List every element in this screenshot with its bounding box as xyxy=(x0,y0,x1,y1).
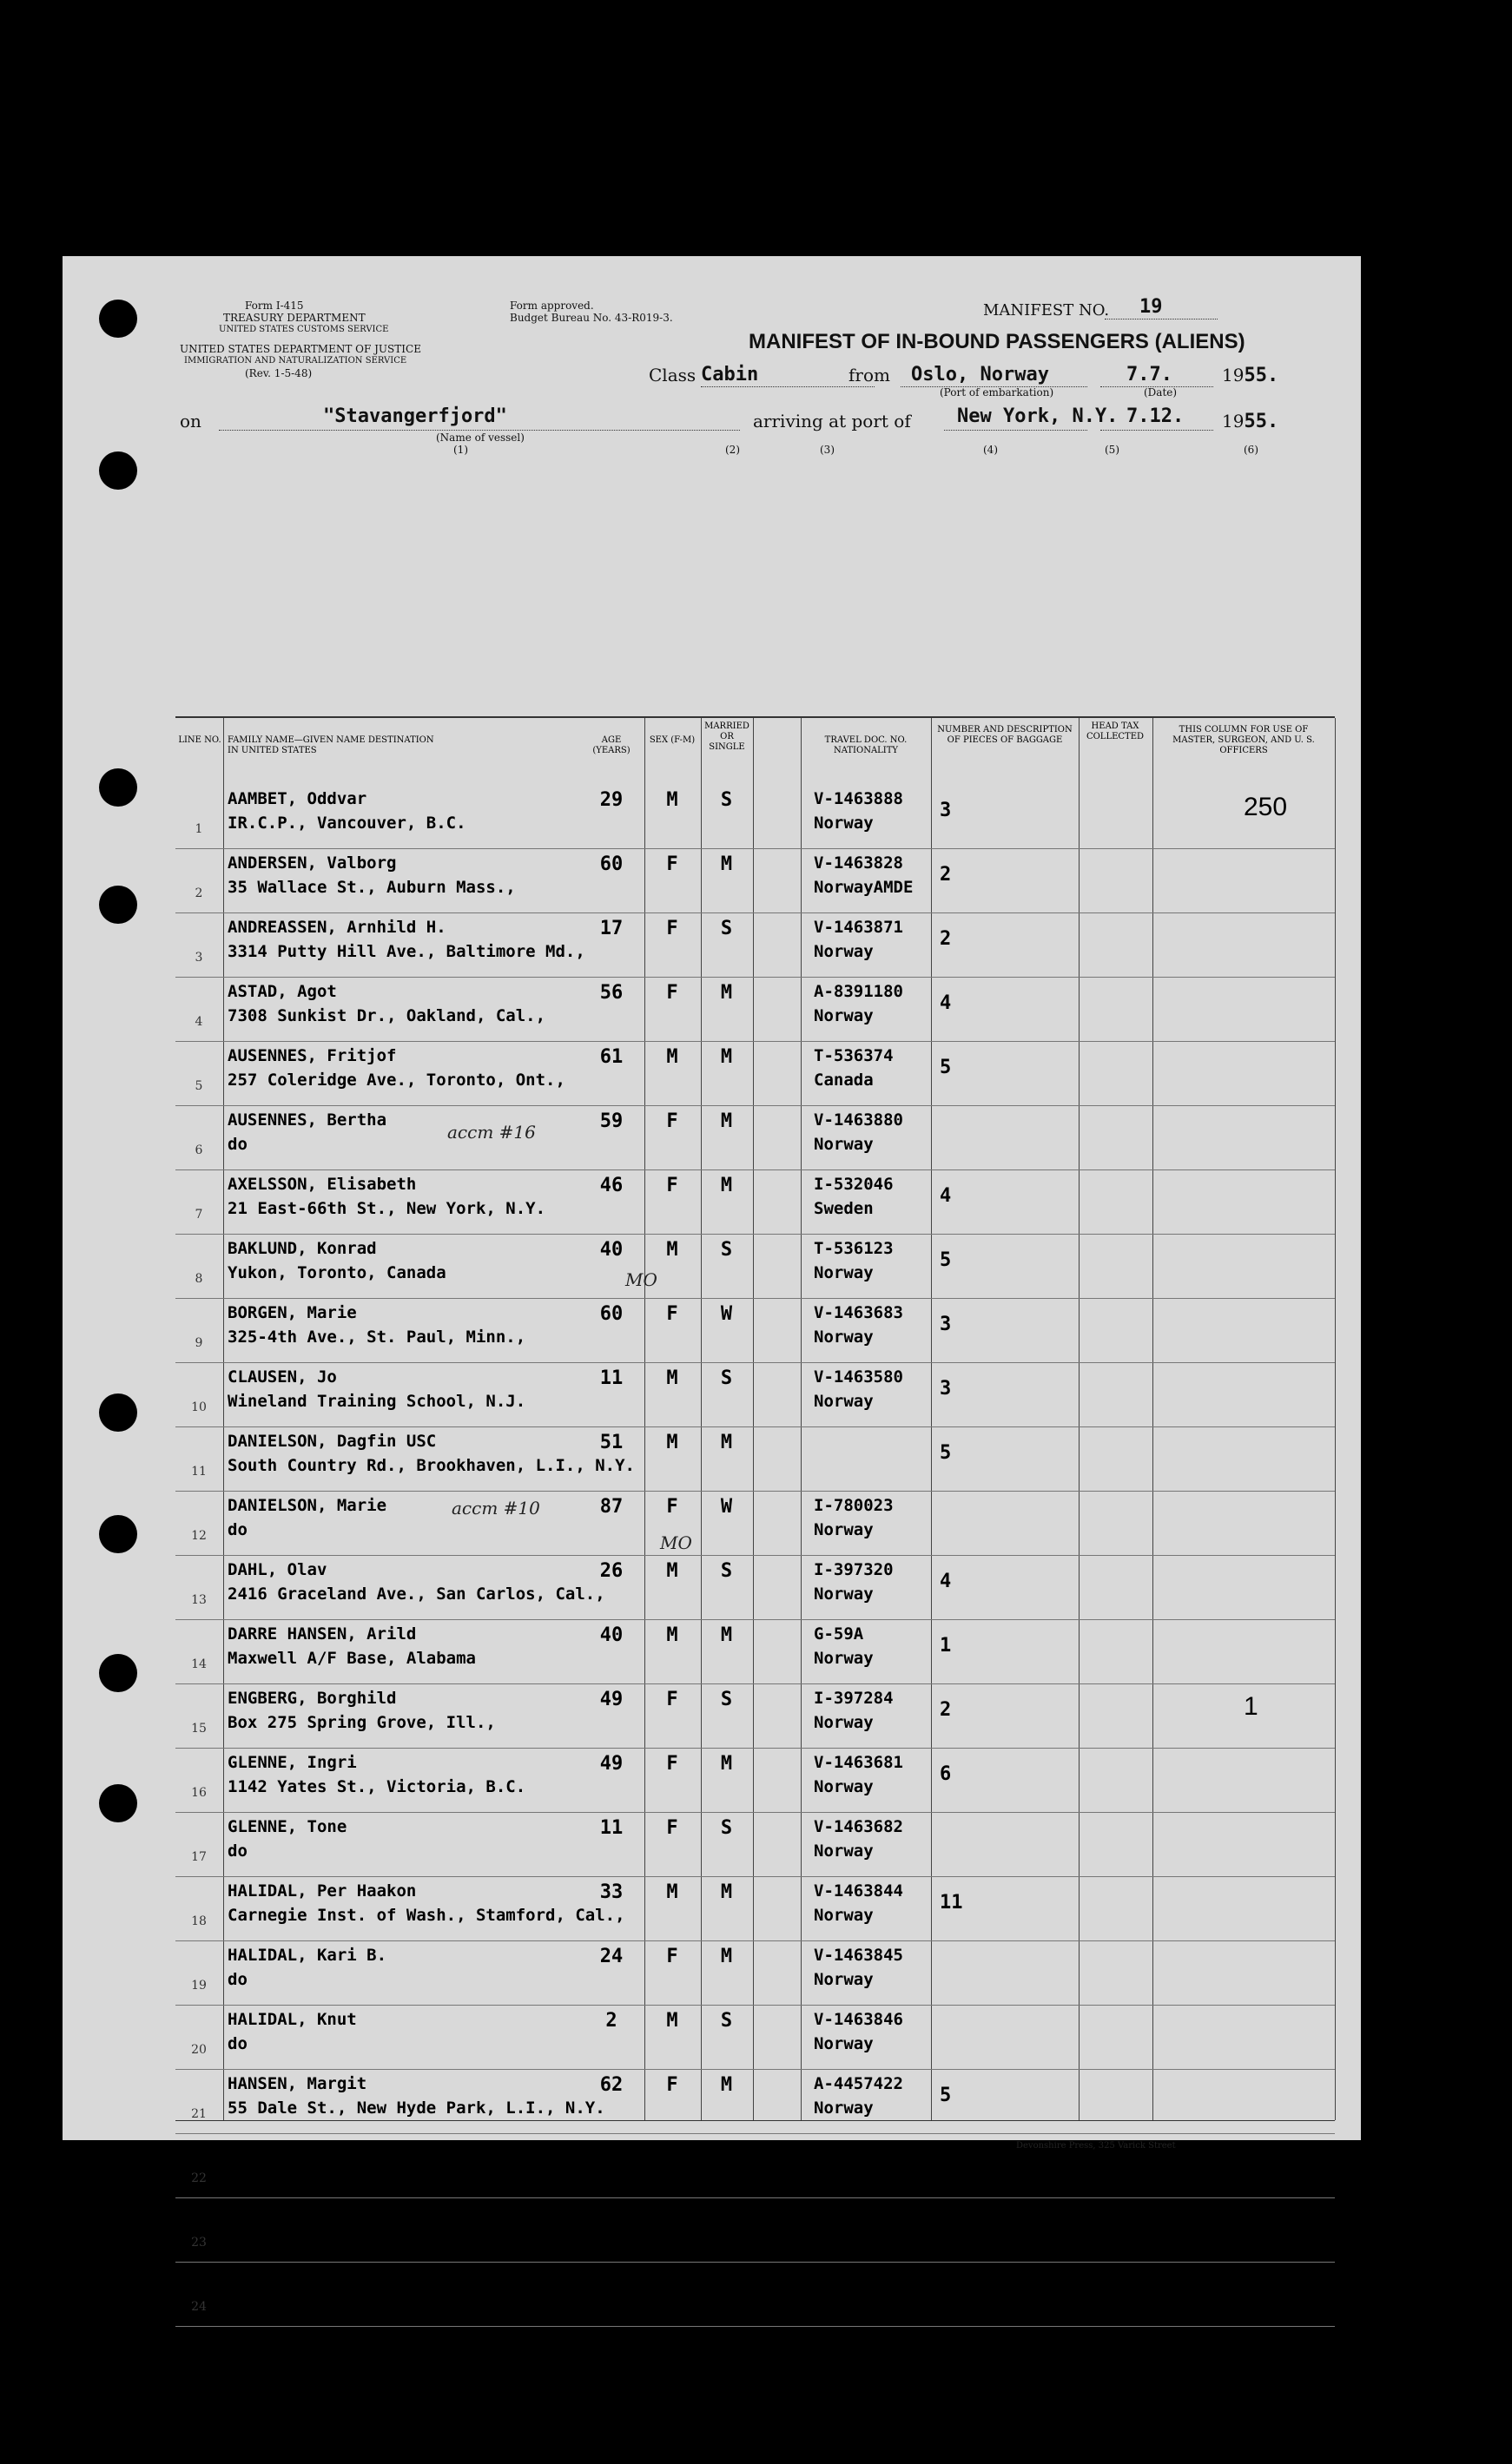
col-sex: SEX (F-M) xyxy=(649,735,696,745)
destination: 7308 Sunkist Dr., Oakland, Cal., xyxy=(228,1006,546,1025)
class-value: Cabin xyxy=(701,364,759,385)
age: 26 xyxy=(599,1560,624,1582)
nationality: Norway xyxy=(814,1777,874,1796)
baggage-count: 3 xyxy=(940,800,952,821)
passenger-name: HANSEN, Margit xyxy=(228,2074,367,2093)
marital-status: S xyxy=(720,1367,733,1389)
year-prefix: 19 xyxy=(1222,411,1245,432)
marital-status: M xyxy=(720,2138,733,2160)
age: 40 xyxy=(599,1624,624,1646)
destination: Box 275 Spring Grove, Ill., xyxy=(228,1713,496,1732)
marital-status: M xyxy=(720,1624,733,1646)
table-row xyxy=(175,1426,1335,1492)
travel-doc-number: I-780023 xyxy=(814,1496,894,1515)
form-number: Form I-415 xyxy=(245,300,304,312)
binder-hole xyxy=(99,451,137,490)
age: 49 xyxy=(599,1689,624,1710)
arriving-port: New York, N.Y. xyxy=(957,405,1119,427)
baggage-count: 2 xyxy=(940,2149,952,2171)
table-row xyxy=(175,1940,1335,2006)
line-number: 10 xyxy=(191,1400,207,1414)
age: 11 xyxy=(599,1817,624,1839)
handwritten-note: accm #16 xyxy=(447,1122,536,1143)
passenger-name: AAMBET, Oddvar xyxy=(228,789,367,808)
marital-status: M xyxy=(720,1946,733,1967)
age: 24 xyxy=(599,1946,624,1967)
travel-doc-number: V-1463845 xyxy=(814,1946,903,1965)
table-row xyxy=(175,1683,1335,1749)
travel-doc-number: T-536123 xyxy=(814,1239,894,1258)
baggage-count: 2 xyxy=(940,928,952,950)
travel-doc-number: V-1463844 xyxy=(814,1881,903,1901)
table-row xyxy=(175,1748,1335,1813)
travel-doc-number: V-1463846 xyxy=(814,2010,903,2029)
table-row xyxy=(175,2005,1335,2070)
col-name: FAMILY NAME—GIVEN NAME DESTINATION IN UNITED STATES xyxy=(228,735,434,755)
travel-doc-number: V-1463681 xyxy=(814,1753,903,1772)
binder-hole xyxy=(99,1393,137,1432)
nationality: Norway xyxy=(814,1263,874,1282)
nationality: Norway xyxy=(814,1328,874,1347)
table-row xyxy=(175,1491,1335,1556)
budget-bureau: Budget Bureau No. 43-R019-3. xyxy=(510,312,673,324)
age: 59 xyxy=(599,1110,624,1132)
col-married: MARRIED OR SINGLE xyxy=(704,721,749,752)
from-label: from xyxy=(848,365,890,385)
travel-doc-number: V-1463888 xyxy=(814,789,903,808)
date-caption: (Date) xyxy=(1144,386,1178,399)
handwritten-note: accm #10 xyxy=(452,1498,540,1519)
table-row xyxy=(175,1105,1335,1170)
passenger-name: HALIDAL, Kari B. xyxy=(228,1946,387,1965)
nationality: Canada xyxy=(814,1071,874,1090)
nationality: Norway xyxy=(814,2034,874,2053)
table-row xyxy=(175,1362,1335,1427)
table-row xyxy=(175,977,1335,1042)
nationality: Norway xyxy=(814,1392,874,1411)
marital-status: S xyxy=(720,918,733,939)
destination: do xyxy=(228,1841,248,1861)
destination: 325-4th Ave., St. Paul, Minn., xyxy=(228,1328,526,1347)
passenger-name: ASTAD, Agot xyxy=(228,982,337,1001)
baggage-count: 4 xyxy=(940,1185,952,1207)
destination: 21 East-66th St., New York, N.Y. xyxy=(228,1199,546,1218)
table-row xyxy=(175,912,1335,978)
table-row xyxy=(175,1555,1335,1620)
passenger-name: ANDERSEN, Valborg xyxy=(228,853,397,873)
marital-status: S xyxy=(720,1560,733,1582)
line-number: 7 xyxy=(195,1208,203,1222)
table-row xyxy=(175,1169,1335,1235)
sex: F xyxy=(666,1175,678,1196)
destination: South Country Rd., Brookhaven, L.I., N.Y. xyxy=(228,1456,635,1475)
passenger-name: AXELSSON, Elisabeth xyxy=(228,1175,417,1194)
form-revision: (Rev. 1-5-48) xyxy=(245,367,313,379)
nationality: Norway xyxy=(814,2098,874,2118)
passenger-name: HALIDAL, Per Haakon xyxy=(228,1881,417,1901)
nationality: NorwayAMDE xyxy=(814,878,914,897)
age: 62 xyxy=(599,2074,624,2096)
line-number: 24 xyxy=(191,2300,207,2314)
nationality: Norway xyxy=(814,1906,874,1925)
col-baggage: NUMBER AND DESCRIPTION OF PIECES OF BAGGAGE xyxy=(937,725,1073,745)
passenger-name: ANDREASSEN, Arnhild H. xyxy=(228,918,446,937)
passenger-name: DARRE HANSEN, Arild xyxy=(228,1624,417,1644)
nationality: Norway xyxy=(814,1649,874,1668)
line-number: 9 xyxy=(195,1336,203,1350)
col-head-tax: HEAD TAX COLLECTED xyxy=(1086,721,1145,741)
age: 61 xyxy=(599,1046,624,1068)
passenger-name: GLENNE, Ingri xyxy=(228,1753,357,1772)
destination: Carnegie Inst. of Wash., Stamford, Cal., xyxy=(228,1906,625,1925)
from-field xyxy=(901,364,1087,387)
sex: F xyxy=(666,918,678,939)
form-approved: Form approved. xyxy=(510,300,594,312)
nationality: Norway xyxy=(814,1584,874,1604)
line-number: 13 xyxy=(191,1593,207,1607)
col-num: (4) xyxy=(983,444,998,456)
binder-hole xyxy=(99,300,137,338)
age: 17 xyxy=(599,918,624,939)
passenger-name: BORGEN, Marie xyxy=(228,1303,357,1322)
arriving-date-field xyxy=(1100,405,1213,431)
nationality: Norway xyxy=(814,814,874,833)
nationality: Norway xyxy=(814,2163,874,2182)
col-officers: THIS COLUMN FOR USE OF MASTER, SURGEON, AND U. S. OFFICERS xyxy=(1172,725,1315,755)
destination: 257 Coleridge Ave., Toronto, Ont., xyxy=(228,1071,565,1090)
line-number: 3 xyxy=(195,951,203,965)
marital-status: M xyxy=(720,1175,733,1196)
binder-hole xyxy=(99,1654,137,1692)
line-number: 21 xyxy=(191,2107,207,2121)
age: 2 xyxy=(605,2010,617,2032)
passenger-name: HAUGE, Arne xyxy=(228,2138,337,2158)
marital-status: M xyxy=(720,982,733,1004)
manifest-title: MANIFEST OF IN-BOUND PASSENGERS (ALIENS) xyxy=(749,330,1245,353)
port-of-embarkation: Oslo, Norway xyxy=(911,364,1049,385)
year-prefix: 19 xyxy=(1222,365,1245,385)
nationality: Norway xyxy=(814,942,874,961)
sex: F xyxy=(666,1689,678,1710)
year-2: 55. xyxy=(1244,411,1279,432)
age: 60 xyxy=(599,1303,624,1325)
travel-doc-number: V-1463580 xyxy=(814,1367,903,1387)
destination: do xyxy=(228,2034,248,2053)
travel-doc-number: V-1463683 xyxy=(814,1303,903,1322)
class-label: Class xyxy=(649,365,697,385)
travel-doc-number: V-1463828 xyxy=(814,853,903,873)
travel-doc-number: I-397320 xyxy=(814,1560,894,1579)
age: 87 xyxy=(599,1496,624,1518)
line-number: 17 xyxy=(191,1850,207,1864)
baggage-count: 6 xyxy=(940,1763,952,1785)
ins-service: IMMIGRATION AND NATURALIZATION SERVICE xyxy=(184,356,407,366)
destination: 2416 Graceland Ave., San Carlos, Cal., xyxy=(228,1584,605,1604)
baggage-count: 1 xyxy=(940,1635,952,1657)
on-label: on xyxy=(180,411,201,432)
nationality: Norway xyxy=(814,1841,874,1861)
col-num: (5) xyxy=(1105,444,1119,456)
passenger-name: DANIELSON, Marie xyxy=(228,1496,387,1515)
line-number: 18 xyxy=(191,1914,207,1928)
manifest-number-field xyxy=(1105,296,1218,320)
age: 38 xyxy=(599,2138,624,2160)
age: 56 xyxy=(599,982,624,1004)
travel-doc-number: V-1463880 xyxy=(814,1110,903,1130)
destination: Wineland Training School, N.J. xyxy=(228,1392,526,1411)
sex: M xyxy=(666,2138,678,2160)
table-row xyxy=(175,1041,1335,1106)
age: 51 xyxy=(599,1432,624,1453)
col-num: (6) xyxy=(1244,444,1258,456)
line-number: 15 xyxy=(191,1722,207,1736)
travel-doc-number: V-1463682 xyxy=(814,1817,903,1836)
destination: do xyxy=(228,1970,248,1989)
marital-status: M xyxy=(720,1432,733,1453)
sex: F xyxy=(666,2074,678,2096)
binder-hole xyxy=(99,886,137,924)
baggage-count: 4 xyxy=(940,992,952,1014)
nationality: Norway xyxy=(814,1006,874,1025)
travel-doc-number: G-59A xyxy=(814,1624,864,1644)
destination: do xyxy=(228,1135,248,1154)
marital-status: S xyxy=(720,2010,733,2032)
arriving-label: arriving at port of xyxy=(753,411,911,432)
sex: M xyxy=(666,1367,678,1389)
passenger-name: BAKLUND, Konrad xyxy=(228,1239,377,1258)
sex: M xyxy=(666,1432,678,1453)
table-row xyxy=(175,2069,1335,2134)
line-number: 14 xyxy=(191,1657,207,1671)
embarkation-date: 7.7. xyxy=(1126,364,1172,385)
marital-status: W xyxy=(720,1496,733,1518)
sex: M xyxy=(666,1046,678,1068)
vessel-name: "Stavangerfjord" xyxy=(323,405,507,427)
line-number: 2 xyxy=(195,886,203,900)
line-number: 12 xyxy=(191,1529,207,1543)
col-line-no: LINE NO. xyxy=(178,735,221,745)
travel-doc-number: T-536374 xyxy=(814,1046,894,1065)
vessel-caption: (Name of vessel) xyxy=(436,432,525,444)
travel-doc-number: A-4457422 xyxy=(814,2074,903,2093)
destination: Maxwell AFB., Alabama xyxy=(228,2163,437,2182)
col-travel-doc: TRAVEL DOC. NO. NATIONALITY xyxy=(824,735,908,755)
column-divider xyxy=(1335,718,1336,2120)
col-num: (3) xyxy=(820,444,835,456)
passenger-name: GLENNE, Tone xyxy=(228,1817,347,1836)
destination: 35 Wallace St., Auburn Mass., xyxy=(228,878,516,897)
sex: M xyxy=(666,1881,678,1903)
nationality: Norway xyxy=(814,1970,874,1989)
age: 33 xyxy=(599,1881,624,1903)
nationality: Norway xyxy=(814,1520,874,1539)
travel-doc-number: I-532046 xyxy=(814,1175,894,1194)
sex: F xyxy=(666,1753,678,1775)
table-row xyxy=(175,1812,1335,1877)
passenger-name: DAHL, Olav xyxy=(228,1560,327,1579)
arriving-date: 7.12. xyxy=(1126,405,1185,427)
baggage-count: 5 xyxy=(940,2085,952,2106)
line-number: 4 xyxy=(195,1015,203,1029)
table-row xyxy=(175,1876,1335,1941)
line-number: 16 xyxy=(191,1786,207,1800)
marital-status: S xyxy=(720,1689,733,1710)
treasury-dept: TREASURY DEPARTMENT xyxy=(223,312,366,324)
line-number: 1 xyxy=(195,822,203,836)
col-num: (2) xyxy=(725,444,740,456)
sex: M xyxy=(666,1624,678,1646)
table-row xyxy=(175,1298,1335,1363)
manifest-label: MANIFEST NO. xyxy=(983,301,1110,320)
marital-status: M xyxy=(720,1110,733,1132)
destination: Yukon, Toronto, Canada xyxy=(228,1263,446,1282)
nationality: Sweden xyxy=(814,1199,874,1218)
baggage-count: 5 xyxy=(940,1057,952,1078)
vessel-field xyxy=(219,405,740,431)
destination: 55 Dale St., New Hyde Park, L.I., N.Y. xyxy=(228,2098,605,2118)
baggage-count: 11 xyxy=(940,1892,963,1914)
officer-note: 250 xyxy=(1244,793,1288,821)
arriving-port-field xyxy=(944,405,1119,431)
baggage-count: 5 xyxy=(940,1249,952,1271)
destination: 3314 Putty Hill Ave., Baltimore Md., xyxy=(228,942,585,961)
marital-status: M xyxy=(720,1046,733,1068)
line-number: 6 xyxy=(195,1143,203,1157)
sex: F xyxy=(666,1817,678,1839)
col-age: AGE (YEARS) xyxy=(592,735,631,755)
marital-status: M xyxy=(720,1881,733,1903)
marital-status: S xyxy=(720,1817,733,1839)
age: 11 xyxy=(599,1367,624,1389)
sex: F xyxy=(666,1110,678,1132)
table-row xyxy=(175,2262,1335,2327)
table-row xyxy=(175,2197,1335,2263)
sex: F xyxy=(666,982,678,1004)
handwritten-note: MO xyxy=(625,1269,657,1290)
travel-doc-number: I-397284 xyxy=(814,1689,894,1708)
travel-doc-number: G-59A xyxy=(814,2138,864,2158)
manifest-number: 19 xyxy=(1139,296,1163,318)
printer-imprint: Devonshire Press, 325 Varick Street xyxy=(1016,2141,1176,2151)
port-caption: (Port of embarkation) xyxy=(940,386,1054,399)
baggage-count: 2 xyxy=(940,864,952,886)
line-number: 19 xyxy=(191,1979,207,1993)
passenger-name: AUSENNES, Bertha xyxy=(228,1110,387,1130)
age: 46 xyxy=(599,1175,624,1196)
passenger-name: HALIDAL, Knut xyxy=(228,2010,357,2029)
line-number: 20 xyxy=(191,2043,207,2057)
binder-hole xyxy=(99,1784,137,1822)
table-row xyxy=(175,1234,1335,1299)
nationality: Norway xyxy=(814,1713,874,1732)
passenger-name: ENGBERG, Borghild xyxy=(228,1689,397,1708)
marital-status: S xyxy=(720,789,733,811)
table-row xyxy=(175,1619,1335,1684)
sex: F xyxy=(666,853,678,875)
col-num: (1) xyxy=(453,444,468,456)
travel-doc-number: A-8391180 xyxy=(814,982,903,1001)
binder-hole xyxy=(99,768,137,807)
sex: M xyxy=(666,2010,678,2032)
binder-hole xyxy=(99,1515,137,1553)
marital-status: M xyxy=(720,853,733,875)
marital-status: S xyxy=(720,1239,733,1261)
customs-service: UNITED STATES CUSTOMS SERVICE xyxy=(219,325,389,334)
marital-status: M xyxy=(720,1753,733,1775)
sex: F xyxy=(666,1496,678,1518)
officer-note: 1 xyxy=(1244,1692,1258,1721)
year-field-1 xyxy=(1222,365,1278,386)
nationality: Norway xyxy=(814,1135,874,1154)
handwritten-note: MO xyxy=(660,1532,692,1553)
age: 49 xyxy=(599,1753,624,1775)
destination: 1142 Yates St., Victoria, B.C. xyxy=(228,1777,526,1796)
baggage-count: 3 xyxy=(940,1314,952,1335)
age: 29 xyxy=(599,789,624,811)
sex: F xyxy=(666,1946,678,1967)
year-field-2 xyxy=(1222,411,1278,432)
from-date-field xyxy=(1100,364,1213,387)
line-number: 11 xyxy=(191,1465,207,1479)
sex: M xyxy=(666,789,678,811)
passenger-name: AUSENNES, Fritjof xyxy=(228,1046,397,1065)
table-row xyxy=(175,848,1335,913)
line-number: 22 xyxy=(191,2171,207,2185)
year-1: 55. xyxy=(1244,365,1279,386)
line-number: 5 xyxy=(195,1079,203,1093)
destination: Maxwell A/F Base, Alabama xyxy=(228,1649,476,1668)
travel-doc-number: V-1463871 xyxy=(814,918,903,937)
age: 60 xyxy=(599,853,624,875)
baggage-count: 5 xyxy=(940,1442,952,1464)
line-number: 8 xyxy=(195,1272,203,1286)
baggage-count: 4 xyxy=(940,1571,952,1592)
justice-dept: UNITED STATES DEPARTMENT OF JUSTICE xyxy=(180,343,421,355)
baggage-count: 2 xyxy=(940,1699,952,1721)
age: 40 xyxy=(599,1239,624,1261)
destination: do xyxy=(228,1520,248,1539)
marital-status: M xyxy=(720,2074,733,2096)
sex: F xyxy=(666,1303,678,1325)
marital-status: W xyxy=(720,1303,733,1325)
sex: M xyxy=(666,1239,678,1261)
passenger-name: DANIELSON, Dagfin USC xyxy=(228,1432,437,1451)
line-number: 23 xyxy=(191,2236,207,2250)
destination: IR.C.P., Vancouver, B.C. xyxy=(228,814,466,833)
passenger-name: CLAUSEN, Jo xyxy=(228,1367,337,1387)
table-row xyxy=(175,784,1335,849)
baggage-count: 3 xyxy=(940,1378,952,1400)
sex: M xyxy=(666,1560,678,1582)
